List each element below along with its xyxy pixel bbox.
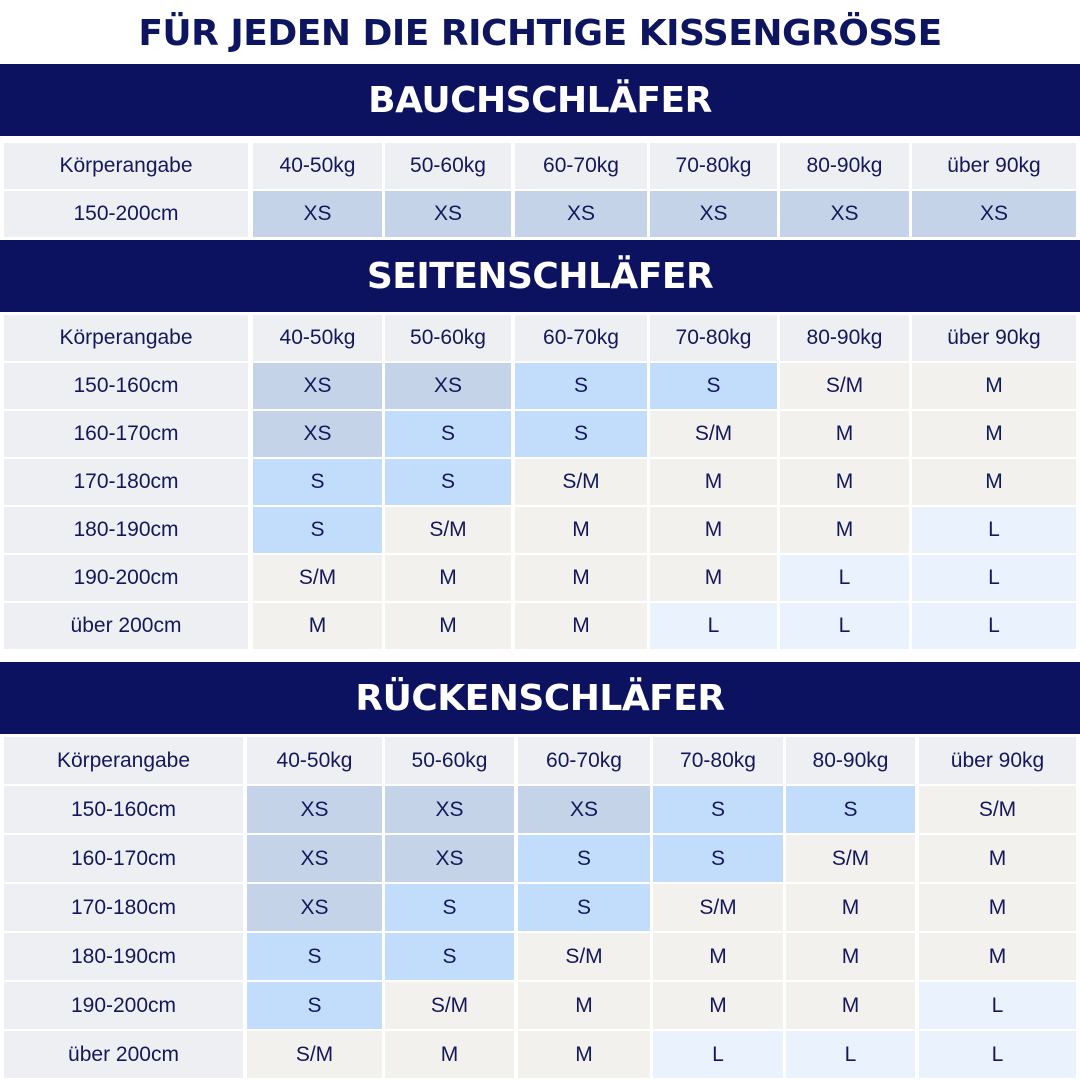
table-row bbox=[0, 507, 1080, 553]
size-cell: M bbox=[786, 933, 915, 980]
size-cell: M bbox=[650, 555, 777, 601]
size-cell: S/M bbox=[780, 363, 909, 409]
size-cell: M bbox=[786, 982, 915, 1029]
size-cell: L bbox=[919, 1031, 1076, 1078]
column-header: 60-70kg bbox=[518, 737, 650, 784]
size-cell: XS bbox=[385, 786, 514, 833]
size-cell: S bbox=[653, 835, 783, 882]
size-cell: XS bbox=[518, 786, 650, 833]
size-cell: XS bbox=[650, 191, 777, 237]
size-cell: S bbox=[385, 884, 514, 931]
column-header: über 90kg bbox=[912, 143, 1076, 189]
size-cell: XS bbox=[247, 884, 382, 931]
size-cell: S/M bbox=[515, 459, 647, 505]
size-cell: XS bbox=[385, 363, 511, 409]
size-cell: XS bbox=[385, 835, 514, 882]
size-cell: L bbox=[912, 507, 1076, 553]
table-row bbox=[0, 835, 1080, 882]
size-cell: M bbox=[780, 507, 909, 553]
table-row bbox=[0, 933, 1080, 980]
size-cell: L bbox=[786, 1031, 915, 1078]
row-label: 170-180cm bbox=[4, 459, 248, 505]
size-cell: XS bbox=[912, 191, 1076, 237]
row-label: 170-180cm bbox=[4, 884, 243, 931]
size-cell: XS bbox=[515, 191, 647, 237]
column-header: 60-70kg bbox=[515, 143, 647, 189]
row-label: 180-190cm bbox=[4, 507, 248, 553]
size-cell: XS bbox=[385, 191, 511, 237]
size-cell: S bbox=[518, 884, 650, 931]
size-cell: S/M bbox=[385, 982, 514, 1029]
size-cell: S/M bbox=[247, 1031, 382, 1078]
size-cell: S bbox=[247, 933, 382, 980]
size-cell: M bbox=[919, 933, 1076, 980]
size-cell: S/M bbox=[385, 507, 511, 553]
size-cell: M bbox=[919, 835, 1076, 882]
row-label: 190-200cm bbox=[4, 982, 243, 1029]
column-header: 80-90kg bbox=[786, 737, 915, 784]
size-cell: XS bbox=[253, 191, 382, 237]
row-label: 150-160cm bbox=[4, 363, 248, 409]
column-header: Körperangabe bbox=[4, 315, 248, 361]
size-cell: XS bbox=[253, 411, 382, 457]
column-header: 50-60kg bbox=[385, 315, 511, 361]
column-header: Körperangabe bbox=[4, 737, 243, 784]
size-cell: M bbox=[653, 982, 783, 1029]
size-cell: S bbox=[385, 411, 511, 457]
size-cell: S bbox=[518, 835, 650, 882]
section-title-seitenschlaefer: SEITENSCHLÄFER bbox=[0, 240, 1080, 312]
size-cell: M bbox=[780, 411, 909, 457]
row-label: 190-200cm bbox=[4, 555, 248, 601]
size-cell: S/M bbox=[919, 786, 1076, 833]
size-cell: M bbox=[385, 555, 511, 601]
size-cell: S bbox=[385, 933, 514, 980]
size-cell: S bbox=[385, 459, 511, 505]
row-label: 180-190cm bbox=[4, 933, 243, 980]
table-row bbox=[0, 191, 1080, 237]
size-cell: L bbox=[919, 982, 1076, 1029]
column-header: über 90kg bbox=[912, 315, 1076, 361]
table-row bbox=[0, 786, 1080, 833]
size-cell: S bbox=[786, 786, 915, 833]
size-cell: XS bbox=[780, 191, 909, 237]
table-header-row bbox=[0, 737, 1080, 784]
column-header: 70-80kg bbox=[653, 737, 783, 784]
row-label: über 200cm bbox=[4, 603, 248, 649]
column-header: 40-50kg bbox=[253, 315, 382, 361]
size-cell: M bbox=[912, 411, 1076, 457]
table-header-row bbox=[0, 315, 1080, 361]
size-cell: S bbox=[515, 363, 647, 409]
size-cell: L bbox=[912, 555, 1076, 601]
size-cell: M bbox=[912, 459, 1076, 505]
size-cell: S bbox=[515, 411, 647, 457]
size-cell: XS bbox=[253, 363, 382, 409]
size-cell: M bbox=[650, 507, 777, 553]
size-cell: M bbox=[515, 555, 647, 601]
column-header: 40-50kg bbox=[253, 143, 382, 189]
column-header: über 90kg bbox=[919, 737, 1076, 784]
size-cell: S bbox=[650, 363, 777, 409]
size-cell: M bbox=[786, 884, 915, 931]
size-cell: M bbox=[912, 363, 1076, 409]
row-label: über 200cm bbox=[4, 1031, 243, 1078]
size-cell: M bbox=[385, 603, 511, 649]
section-title-rueckenschlaefer: RÜCKENSCHLÄFER bbox=[0, 662, 1080, 734]
column-header: Körperangabe bbox=[4, 143, 248, 189]
table-row bbox=[0, 363, 1080, 409]
size-cell: L bbox=[780, 603, 909, 649]
size-cell: L bbox=[650, 603, 777, 649]
column-header: 70-80kg bbox=[650, 315, 777, 361]
size-cell: XS bbox=[247, 835, 382, 882]
size-cell: S/M bbox=[786, 835, 915, 882]
column-header: 80-90kg bbox=[780, 315, 909, 361]
table-row bbox=[0, 459, 1080, 505]
size-cell: XS bbox=[247, 786, 382, 833]
size-cell: S bbox=[653, 786, 783, 833]
size-cell: L bbox=[780, 555, 909, 601]
row-label: 160-170cm bbox=[4, 835, 243, 882]
column-header: 40-50kg bbox=[247, 737, 382, 784]
size-cell: M bbox=[515, 507, 647, 553]
size-cell: M bbox=[780, 459, 909, 505]
size-cell: L bbox=[653, 1031, 783, 1078]
column-header: 60-70kg bbox=[515, 315, 647, 361]
table-row bbox=[0, 411, 1080, 457]
row-label: 160-170cm bbox=[4, 411, 248, 457]
table-row bbox=[0, 603, 1080, 649]
size-cell: M bbox=[518, 982, 650, 1029]
column-header: 50-60kg bbox=[385, 143, 511, 189]
size-cell: M bbox=[385, 1031, 514, 1078]
size-cell: M bbox=[650, 459, 777, 505]
size-cell: M bbox=[518, 1031, 650, 1078]
size-cell: M bbox=[253, 603, 382, 649]
size-cell: M bbox=[919, 884, 1076, 931]
table-row bbox=[0, 884, 1080, 931]
table-row bbox=[0, 982, 1080, 1029]
table-row bbox=[0, 555, 1080, 601]
size-cell: S/M bbox=[650, 411, 777, 457]
page-title: FÜR JEDEN DIE RICHTIGE KISSENGRÖSSE bbox=[138, 12, 942, 54]
size-cell: S bbox=[253, 507, 382, 553]
size-cell: M bbox=[653, 933, 783, 980]
column-header: 50-60kg bbox=[385, 737, 514, 784]
size-cell: S/M bbox=[653, 884, 783, 931]
column-header: 70-80kg bbox=[650, 143, 777, 189]
size-cell: S/M bbox=[253, 555, 382, 601]
section-title-bauchschlaefer: BAUCHSCHLÄFER bbox=[0, 64, 1080, 136]
table-header-row bbox=[0, 143, 1080, 189]
row-label: 150-200cm bbox=[4, 191, 248, 237]
row-label: 150-160cm bbox=[4, 786, 243, 833]
column-header: 80-90kg bbox=[780, 143, 909, 189]
size-cell: L bbox=[912, 603, 1076, 649]
size-cell: S bbox=[247, 982, 382, 1029]
table-row bbox=[0, 1031, 1080, 1078]
size-cell: S bbox=[253, 459, 382, 505]
size-cell: S/M bbox=[518, 933, 650, 980]
size-cell: M bbox=[515, 603, 647, 649]
